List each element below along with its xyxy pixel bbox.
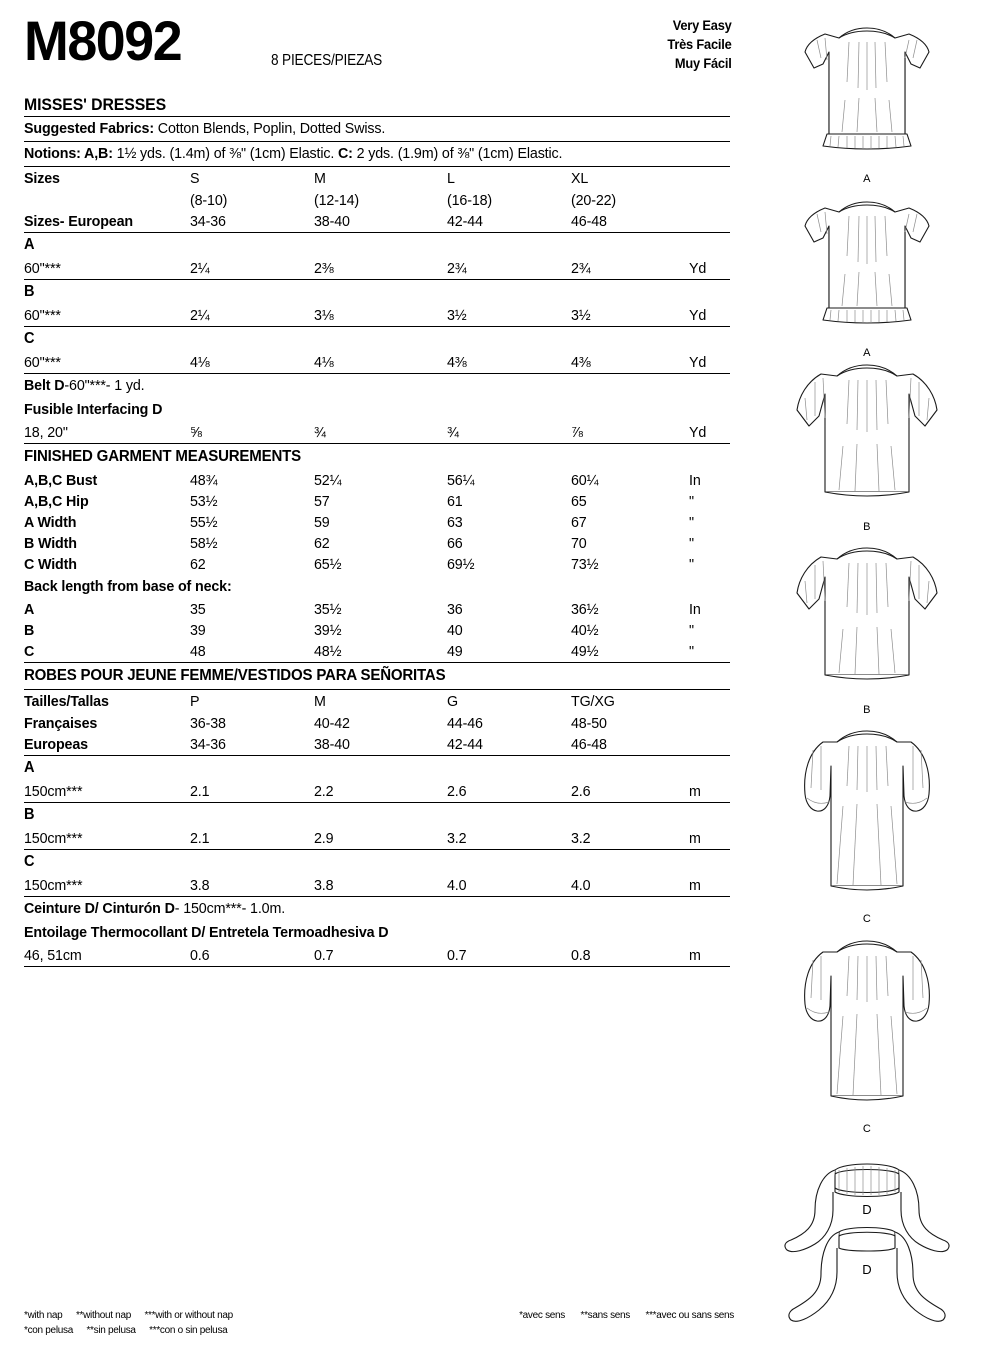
page-title: M8092: [24, 9, 182, 72]
back-length-row-c: [24, 641, 734, 662]
intl-francaises-label: Françaises: [24, 715, 98, 732]
finished-label-bust: A,B,C Bust: [24, 472, 98, 489]
finished-b-width-m: 62: [314, 535, 330, 552]
back-length-c-xl: 49½: [571, 643, 599, 660]
yardage-c-s: 4⅛: [190, 354, 210, 371]
notions-c-label: C:: [334, 145, 353, 162]
intl-interfacing-unit: m: [689, 947, 701, 964]
intl-interfacing-g: 0.7: [447, 947, 467, 964]
finished-bust-s: 48¾: [190, 472, 218, 489]
view-illustration-a-2: [738, 196, 996, 359]
finished-hip-l: 61: [447, 493, 463, 510]
metric-view-b-row: [24, 828, 734, 849]
belt-value: -60"***- 1 yd.: [64, 377, 145, 394]
metric-b-m: 2.9: [314, 830, 334, 847]
sizes-european-row: [24, 211, 734, 232]
yardage-c-m: 4⅛: [314, 354, 334, 371]
interfacing-m: ¾: [314, 424, 326, 441]
interfacing-row: [24, 422, 734, 443]
notions-row: [24, 142, 691, 166]
back-length-b-l: 40: [447, 622, 463, 639]
finished-row-a-width: [24, 512, 734, 533]
finished-bust-unit: In: [689, 472, 701, 489]
back-length-c-unit: ": [689, 643, 694, 660]
intl-europeas-m: 38-40: [314, 736, 350, 753]
footnote-row-1: [24, 1309, 734, 1324]
suggested-fabrics-row: [24, 117, 691, 141]
metric-view-a-letter: A: [24, 759, 35, 776]
intl-interfacing-width-label: 46, 51cm: [24, 947, 82, 964]
back-length-c-m: 48½: [314, 643, 342, 660]
finished-bust-m: 52¼: [314, 472, 342, 489]
finished-c-width-xl: 73½: [571, 556, 599, 573]
yardage-view-b-row: [24, 305, 734, 326]
difficulty-fr: Très Facile: [667, 37, 732, 53]
yardage-b-unit: Yd: [689, 307, 707, 324]
metric-width-label: 150cm***: [24, 830, 83, 847]
belt-row: [24, 374, 691, 398]
yardage-c-xl: 4⅜: [571, 354, 591, 371]
belt-label-d-1: D: [862, 1202, 872, 1217]
size-european-xl: 46-48: [571, 213, 607, 230]
back-length-label-c: C: [24, 643, 35, 660]
metric-a-tg: 2.6: [571, 783, 591, 800]
yardage-view-c-row: [24, 352, 734, 373]
finished-bust-l: 56¼: [447, 472, 475, 489]
dress-c-drawing: [777, 936, 957, 1122]
back-length-a-m: 35½: [314, 601, 342, 618]
yardage-view-c-letter: C: [24, 330, 35, 347]
sizes-letters-row: [24, 167, 734, 190]
metric-a-g: 2.6: [447, 783, 467, 800]
category-title: MISSES' DRESSES: [24, 95, 167, 114]
finished-c-width-m: 65½: [314, 556, 342, 573]
view-label-b-2: B: [863, 704, 871, 716]
metric-view-a-row: [24, 781, 734, 802]
back-length-b-m: 39½: [314, 622, 342, 639]
finished-hip-m: 57: [314, 493, 330, 510]
sizes-numeric-row: [24, 190, 734, 211]
dress-b-drawing: [777, 360, 957, 520]
back-length-label-b: B: [24, 622, 35, 639]
finished-measurements-heading: FINISHED GARMENT MEASUREMENTS: [24, 448, 301, 465]
difficulty-rating: [668, 16, 732, 73]
metric-c-g: 4.0: [447, 877, 467, 894]
metric-view-c-row: [24, 875, 734, 896]
footnote-es-2: **sin pelusa: [86, 1324, 136, 1336]
footnote-fr: [506, 1309, 734, 1324]
notions-ab-label: A,B:: [80, 145, 113, 162]
suggested-fabrics-value: Cotton Blends, Poplin, Dotted Swiss.: [153, 120, 386, 137]
pieces-count: 8 PIECES/PIEZAS: [271, 52, 383, 69]
sizes-label: Sizes: [24, 170, 60, 187]
finished-label-a-width: A Width: [24, 514, 77, 531]
size-european-l: 42-44: [447, 213, 483, 230]
size-numeric-l: (16-18): [447, 192, 493, 209]
back-length-b-unit: ": [689, 622, 694, 639]
intl-francaises-row: [24, 713, 734, 734]
footnote-en-1: *with nap: [24, 1310, 63, 1321]
view-illustration-b-2: [738, 543, 996, 716]
finished-b-width-s: 58½: [190, 535, 218, 552]
back-length-c-s: 48: [190, 643, 206, 660]
info-column: [24, 0, 734, 1354]
intl-interfacing-tg: 0.8: [571, 947, 591, 964]
back-length-label-a: A: [24, 601, 35, 618]
yardage-c-l: 4⅜: [447, 354, 467, 371]
back-length-a-xl: 36½: [571, 601, 599, 618]
size-numeric-s: (8-10): [190, 192, 228, 209]
size-numeric-m: (12-14): [314, 192, 360, 209]
intl-sizes-label: Tailles/Tallas: [24, 693, 109, 710]
footnote-es-3: ***con o sin pelusa: [149, 1324, 228, 1336]
back-length-row-b: [24, 620, 734, 641]
finished-row-c-width: [24, 554, 734, 575]
intl-interfacing-row: [24, 945, 734, 966]
back-length-a-s: 35: [190, 601, 206, 618]
yardage-view-a-letter: A: [24, 236, 35, 253]
metric-b-tg: 3.2: [571, 830, 591, 847]
footnote-fr-1: *avec sens: [519, 1310, 565, 1321]
finished-label-c-width: C Width: [24, 556, 77, 573]
sizes-european-label: Sizes- European: [24, 213, 133, 230]
yardage-a-xl: 2¾: [571, 260, 591, 277]
dress-a-drawing: [777, 196, 957, 346]
yardage-b-xl: 3½: [571, 307, 591, 324]
back-length-heading: Back length from base of neck:: [24, 578, 232, 595]
intl-size-m: M: [314, 693, 326, 710]
finished-label-b-width: B Width: [24, 535, 77, 552]
intl-size-p: P: [190, 693, 200, 710]
footnotes: [24, 1309, 734, 1338]
view-label-c-2: C: [862, 1123, 872, 1135]
intl-belt-label: Ceinture D/ Cinturón D: [24, 900, 175, 917]
intl-sizes-row: [24, 690, 734, 713]
interfacing-s: ⅝: [190, 424, 202, 441]
yardage-view-b-letter: B: [24, 283, 35, 300]
back-length-a-l: 36: [447, 601, 463, 618]
finished-hip-s: 53½: [190, 493, 218, 510]
footnote-en: [24, 1309, 244, 1324]
notions-ab-value: 1½ yds. (1.4m) of ⅜" (1cm) Elastic.: [112, 145, 335, 162]
dress-c-drawing: [777, 726, 957, 912]
back-length-row-a: [24, 599, 734, 620]
intl-francaises-p: 36-38: [190, 715, 226, 732]
metric-width-label: 150cm***: [24, 783, 83, 800]
finished-row-bust: [24, 470, 734, 491]
fabric-width-label: 60"***: [24, 260, 61, 277]
finished-c-width-unit: ": [689, 556, 694, 573]
intl-francaises-g: 44-46: [447, 715, 483, 732]
belt-label-d-2: D: [862, 1262, 872, 1277]
view-illustration-b-1: [738, 360, 996, 533]
footnote-row-2: [24, 1324, 734, 1339]
finished-a-width-m: 59: [314, 514, 330, 531]
interfacing-xl: ⅞: [571, 424, 583, 441]
view-label-c-1: C: [862, 913, 872, 925]
intl-francaises-m: 40-42: [314, 715, 350, 732]
view-label-b-1: B: [863, 521, 871, 533]
view-illustration-a-1: [738, 22, 996, 185]
yardage-a-unit: Yd: [689, 260, 707, 277]
size-european-s: 34-36: [190, 213, 226, 230]
finished-c-width-l: 69½: [447, 556, 475, 573]
intl-interfacing-heading: Entoilage Thermocollant D/ Entretela Termoadhesiva D: [24, 924, 389, 941]
metric-a-unit: m: [689, 783, 701, 800]
interfacing-width-label: 18, 20": [24, 424, 68, 441]
notions-label: Notions:: [24, 145, 81, 162]
metric-b-unit: m: [689, 830, 701, 847]
suggested-fabrics-label: Suggested Fabrics:: [24, 120, 154, 137]
size-numeric-xl: (20-22): [571, 192, 617, 209]
intl-europeas-p: 34-36: [190, 736, 226, 753]
size-col-m: M: [314, 170, 326, 187]
intl-francaises-tg: 48-50: [571, 715, 607, 732]
intl-interfacing-m: 0.7: [314, 947, 334, 964]
belt-label: Belt D: [24, 377, 65, 394]
finished-a-width-s: 55½: [190, 514, 218, 531]
interfacing-heading: Fusible Interfacing D: [24, 401, 163, 418]
metric-c-p: 3.8: [190, 877, 210, 894]
finished-c-width-s: 62: [190, 556, 206, 573]
yardage-b-l: 3½: [447, 307, 467, 324]
finished-b-width-l: 66: [447, 535, 463, 552]
footnote-en-2: **without nap: [75, 1310, 131, 1321]
footnote-fr-3: ***avec ou sans sens: [645, 1310, 734, 1321]
metric-c-tg: 4.0: [571, 877, 591, 894]
finished-label-hip: A,B,C Hip: [24, 493, 89, 510]
back-length-a-unit: In: [689, 601, 701, 618]
intl-size-tg: TG/XG: [571, 693, 615, 710]
metric-b-p: 2.1: [190, 830, 210, 847]
view-label-a-1: A: [863, 173, 871, 185]
footnote-fr-2: **sans sens: [580, 1310, 630, 1321]
view-label-a-2: A: [863, 347, 871, 359]
metric-a-m: 2.2: [314, 783, 334, 800]
line-drawings-column: [738, 0, 996, 1354]
belt-d-drawing: [777, 1148, 957, 1348]
intl-belt-row: [24, 897, 691, 921]
finished-hip-xl: 65: [571, 493, 587, 510]
finished-hip-unit: ": [689, 493, 694, 510]
metric-width-label: 150cm***: [24, 877, 83, 894]
yardage-b-m: 3⅛: [314, 307, 334, 324]
intl-size-g: G: [447, 693, 458, 710]
interfacing-unit: Yd: [689, 424, 707, 441]
header: [24, 0, 734, 114]
metric-b-g: 3.2: [447, 830, 467, 847]
metric-view-b-letter: B: [24, 806, 35, 823]
finished-b-width-unit: ": [689, 535, 694, 552]
finished-row-hip: [24, 491, 734, 512]
divider: [24, 966, 730, 967]
intl-europeas-g: 42-44: [447, 736, 483, 753]
intl-europeas-row: [24, 734, 734, 755]
intl-europeas-label: Europeas: [24, 736, 88, 753]
yardage-a-s: 2¼: [190, 260, 210, 277]
yardage-a-l: 2¾: [447, 260, 467, 277]
size-european-m: 38-40: [314, 213, 350, 230]
intl-europeas-tg: 46-48: [571, 736, 607, 753]
notions-c-value: 2 yds. (1.9m) of ⅜" (1cm) Elastic.: [352, 145, 563, 162]
footnote-en-3: ***with or without nap: [144, 1310, 233, 1321]
size-col-xl: XL: [571, 170, 589, 187]
footnote-es-1: *con pelusa: [24, 1324, 73, 1336]
metric-c-unit: m: [689, 877, 701, 894]
yardage-b-s: 2¼: [190, 307, 210, 324]
footnote-es: [24, 1324, 238, 1339]
dress-b-drawing: [777, 543, 957, 703]
size-col-l: L: [447, 170, 455, 187]
finished-b-width-xl: 70: [571, 535, 587, 552]
finished-a-width-xl: 67: [571, 514, 587, 531]
back-length-b-xl: 40½: [571, 622, 599, 639]
difficulty-es: Muy Fácil: [675, 56, 732, 72]
intl-belt-value: - 150cm***- 1.0m.: [174, 900, 286, 917]
intl-heading: ROBES POUR JEUNE FEMME/VESTIDOS PARA SEÑORITAS: [24, 667, 446, 684]
size-col-s: S: [190, 170, 200, 187]
interfacing-l: ¾: [447, 424, 459, 441]
finished-bust-xl: 60¼: [571, 472, 599, 489]
yardage-view-a-row: [24, 258, 734, 279]
view-illustration-d-1: [738, 1148, 996, 1348]
yardage-a-m: 2⅜: [314, 260, 334, 277]
finished-a-width-l: 63: [447, 514, 463, 531]
metric-a-p: 2.1: [190, 783, 210, 800]
difficulty-en: Very Easy: [673, 18, 732, 33]
metric-view-c-letter: C: [24, 853, 35, 870]
metric-c-m: 3.8: [314, 877, 334, 894]
intl-interfacing-p: 0.6: [190, 947, 210, 964]
yardage-c-unit: Yd: [689, 354, 707, 371]
back-length-b-s: 39: [190, 622, 206, 639]
back-length-c-l: 49: [447, 643, 463, 660]
fabric-width-label: 60"***: [24, 354, 61, 371]
finished-a-width-unit: ": [689, 514, 694, 531]
dress-a-drawing: [777, 22, 957, 172]
finished-row-b-width: [24, 533, 734, 554]
view-illustration-c-1: [738, 726, 996, 925]
fabric-width-label: 60"***: [24, 307, 61, 324]
view-illustration-c-2: [738, 936, 996, 1135]
